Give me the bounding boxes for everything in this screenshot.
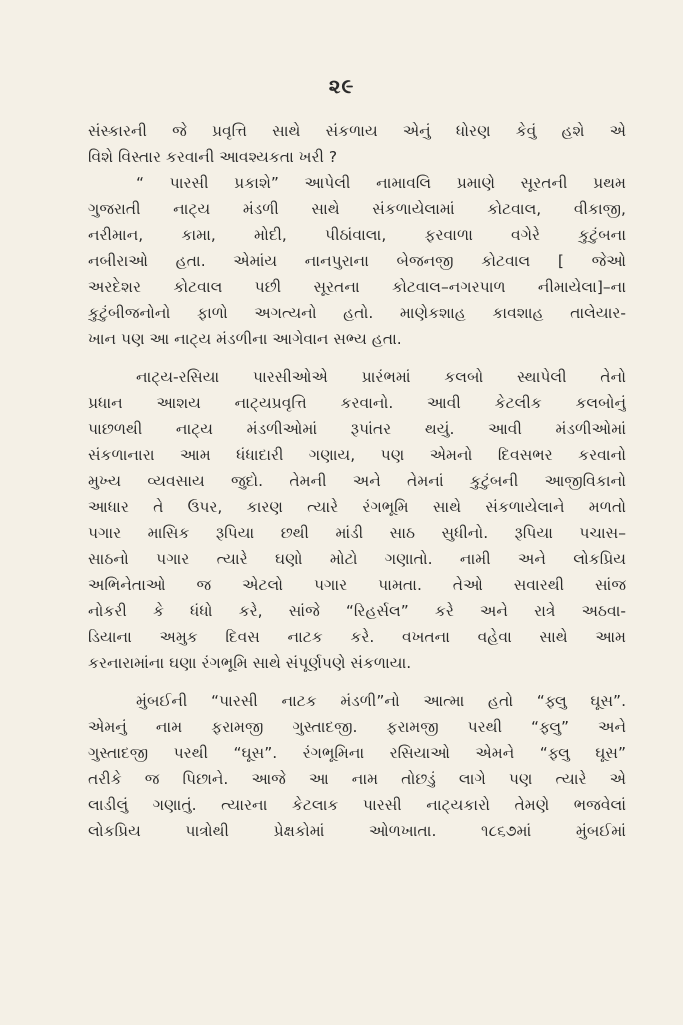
text-line: વિશે વિસ્તાર કરવાની આવશ્યકતા ખરી ?: [88, 148, 338, 166]
text-line: એમનું નામ ફરામજી ગુસ્તાદજી. ફરામજી પરથી “ફ્લુ” અને: [88, 718, 626, 736]
text-line: તરીકે જ પિછાને. આજે આ નામ તોછડું લાગે પણ ત્યારે એ: [88, 770, 626, 788]
text-line: સંસ્કારની જે પ્રવૃત્તિ સાથે સંકળાય એનું ધોરણ કેવું હશે એ: [88, 122, 626, 140]
text-line: ખાન પણ આ નાટ્ય મંડળીના આગેવાન સભ્ય હતા.: [88, 330, 402, 348]
text-line: પગાર માસિક રૂપિયા છથી માંડી સાઠ સુધીનો. રૂપિયા પચાસ–: [88, 524, 626, 542]
text-line: સાઠનો પગાર ત્યારે ઘણો મોટો ગણાતો. નામી અને લોકપ્રિય: [88, 550, 626, 568]
text-line: નોકરી કે ધંધો કરે, સાંજે “રિહર્સલ” કરે અને રાત્રે અઠવા-: [88, 602, 626, 620]
paragraph-3: [88, 364, 626, 676]
text-line: કરનારામાંના ઘણા રંગભૂમિ સાથે સંપૂર્ણપણે સંકળાયા.: [88, 654, 412, 672]
text-line: લોકપ્રિય પાત્રોથી પ્રેક્ષકોમાં ઓળખાતા. ૧૮૬૭માં મુંબઈમાં: [88, 822, 626, 840]
text-line: લાડીલું ગણાતું. ત્યારના કેટલાક પારસી નાટ્યકારો તેમણે ભજવેલાં: [88, 796, 626, 814]
paragraph-2: [88, 170, 626, 352]
text-line: ડિયાના અમુક દિવસ નાટક કરે. વખતના વહેવા સાથે આમ: [88, 628, 626, 646]
text-line: કુટુંબીજનોનો ફાળો અગત્યનો હતો. માણેકશાહ કાવશાહ તાલેયાર-: [88, 304, 626, 322]
text-line: ગુજરાતી નાટ્ય મંડળી સાથે સંકળાયેલામાં કોટવાલ, વીકાજી,: [88, 200, 626, 218]
text-line: સંકળાનારા આમ ધંધાદારી ગણાય, પણ એમનો દિવસભર કરવાનો: [88, 446, 626, 464]
text-line: ગુસ્તાદજી પરથી “ઘૂસ”. રંગભૂમિના રસિયાઓ એમને “ફ્લુ ઘૂસ”: [88, 744, 626, 762]
text-line: નબીરાઓ હતા. એમાંય નાનપુરાના બેજનજી કોટવાલ [ જેઓ: [88, 252, 626, 270]
text-line: નરીમાન, કામા, મોદી, પીઠાંવાલા, ફરવાળા વગેરે કુટુંબના: [88, 226, 626, 244]
page-number: ૨૯: [328, 74, 355, 98]
text-line: મુંબઈની “પારસી નાટક મંડળી”નો આત્મા હતો “ફ્લુ ઘૂસ”.: [136, 692, 626, 710]
text-line: અભિનેતાઓ જ એટલો પગાર પામતા. તેઓ સવારથી સાંજ: [88, 576, 626, 594]
text-line: આધાર તે ઉપર, કારણ ત્યારે રંગભૂમિ સાથે સંકળાયેલાને મળતો: [88, 498, 626, 516]
text-line: “ પારસી પ્રકાશે” આપેલી નામાવલિ પ્રમાણે સૂરતની પ્રથમ: [136, 174, 626, 192]
text-line: પાછળથી નાટ્ય મંડળીઓમાં રૂપાંતર થયું. આવી મંડળીઓમાં: [88, 420, 626, 438]
text-line: નાટ્ય-રસિયા પારસીઓએ પ્રારંભમાં કલબો સ્થાપેલી તેનો: [136, 368, 626, 386]
text-line: મુખ્ય વ્યવસાય જુદો. તેમની અને તેમનાં કુટુંબની આજીવિકાનો: [88, 472, 626, 490]
paragraph-1: [88, 118, 626, 170]
text-line: પ્રધાન આશય નાટ્યપ્રવૃત્તિ કરવાનો. આવી કેટલીક કલબોનું: [88, 394, 626, 412]
text-line: અરદેશર કોટવાલ પછી સૂરતના કોટવાલ–નગરપાળ નીમાયેલા]–ના: [88, 278, 626, 296]
body-text: [88, 118, 626, 844]
paragraph-4: [88, 688, 626, 844]
